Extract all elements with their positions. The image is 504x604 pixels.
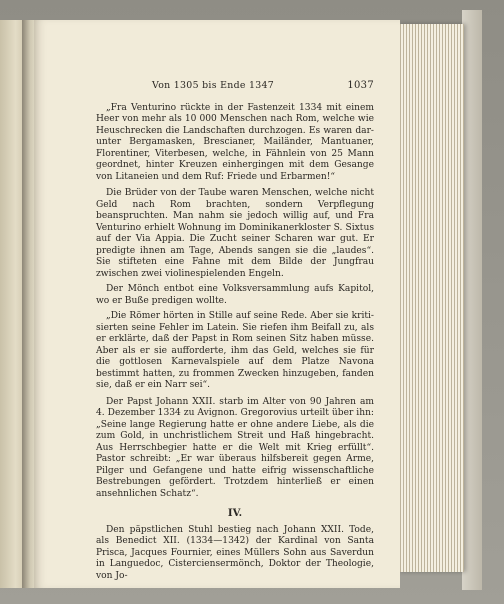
paragraph-6: Den päpstlichen Stuhl bestieg nach Johann XXII. Tode, als Benedict XII. (1334—1342) der Kardinal von Santa Prisca, Jacques Fournier, eines Müllers Sohn aus Saverdun in Languedoc, Cisterciensermönch, Doktor der Theologie, von Jo- — [96, 524, 374, 581]
paragraph-3: Der Mönch entbot eine Volksversammlung aufs Kapitol, wo er Buße predigen wollte. — [96, 284, 374, 306]
page-number: 1037 — [347, 80, 374, 91]
section-heading: IV. — [227, 508, 243, 519]
running-head: Von 1305 bis Ende 1347 — [152, 80, 275, 91]
paragraph-5: Der Papst Johann XXII. starb im Alter von 90 Jahren am 4. Dezember 1334 zu Avignon. Gregorovius urteilt über ihn: „Seine lange Regierung hatte er ohne andere Liebe, als die zum Gold, in unchristlichem Streit und Haß hingebracht. Aus Herrschbegier hatte er die Welt mit Krieg erfüllt“. Pastor schreibt: „Er war überaus hilfsbereit gegen Arme, Pilger und Gefangene und hatte eifrig wissenschaftliche Bestrebungen gefördert. Trotzdem hinterließ er einen ansehnlichen Schatz“. — [96, 396, 374, 499]
paragraph-1: „Fra Venturino rückte in der Fastenzeit 1334 mit einem Heer von mehr als 10 000 Menschen nach Rom, welche wie Heuschrecken die Landschaften durchzogen. Es waren darunter Bergamasken, Brescianer, Mailänder, Mantuaner, Florentiner, Viterbesen, welche, in Fähnlein von 25 Mann geordnet, hinter Kreuzen einhergingen mit dem Gesange von Litaneien und dem Ruf: Friede und Erbarmen!“ — [96, 102, 374, 182]
paragraph-2: Die Brüder von der Taube waren Menschen, welche nicht Geld nach Rom brachten, sondern Verpflegung beanspruchten. Man nahm sie jedoch willig auf, und Fra Venturino erhielt Wohnung im Dominikanerkloster S. Sixtus auf der Via Appia. Die Zucht seiner Scharen war gut. Er predigte ihnen am Tage, Abends sangen sie die „laudes“. Sie stifteten eine Fahne mit dem Bilde der Jungfrau zwischen zwei violinespielenden Engeln. — [96, 188, 374, 279]
page-content — [96, 80, 374, 586]
page-edges-stack — [398, 24, 464, 572]
page-header — [96, 80, 374, 92]
book-cover-edge — [462, 10, 482, 590]
paragraph-4: „Die Römer hörten in Stille auf seine Rede. Aber sie kritisierten seine Fehler im Latein. Sie riefen ihm Beifall zu, als er erklärte, daß der Papst in Rom seinen Sitz haben müsse. Aber als er sie aufforderte, ihm das Geld, welches sie für die gottlosen Karnevalspiele auf dem Platze Navona bestimmt hatten, zu frommen Zwecken hinzugeben, fanden sie, daß er ein Narr sei“. — [96, 311, 374, 390]
